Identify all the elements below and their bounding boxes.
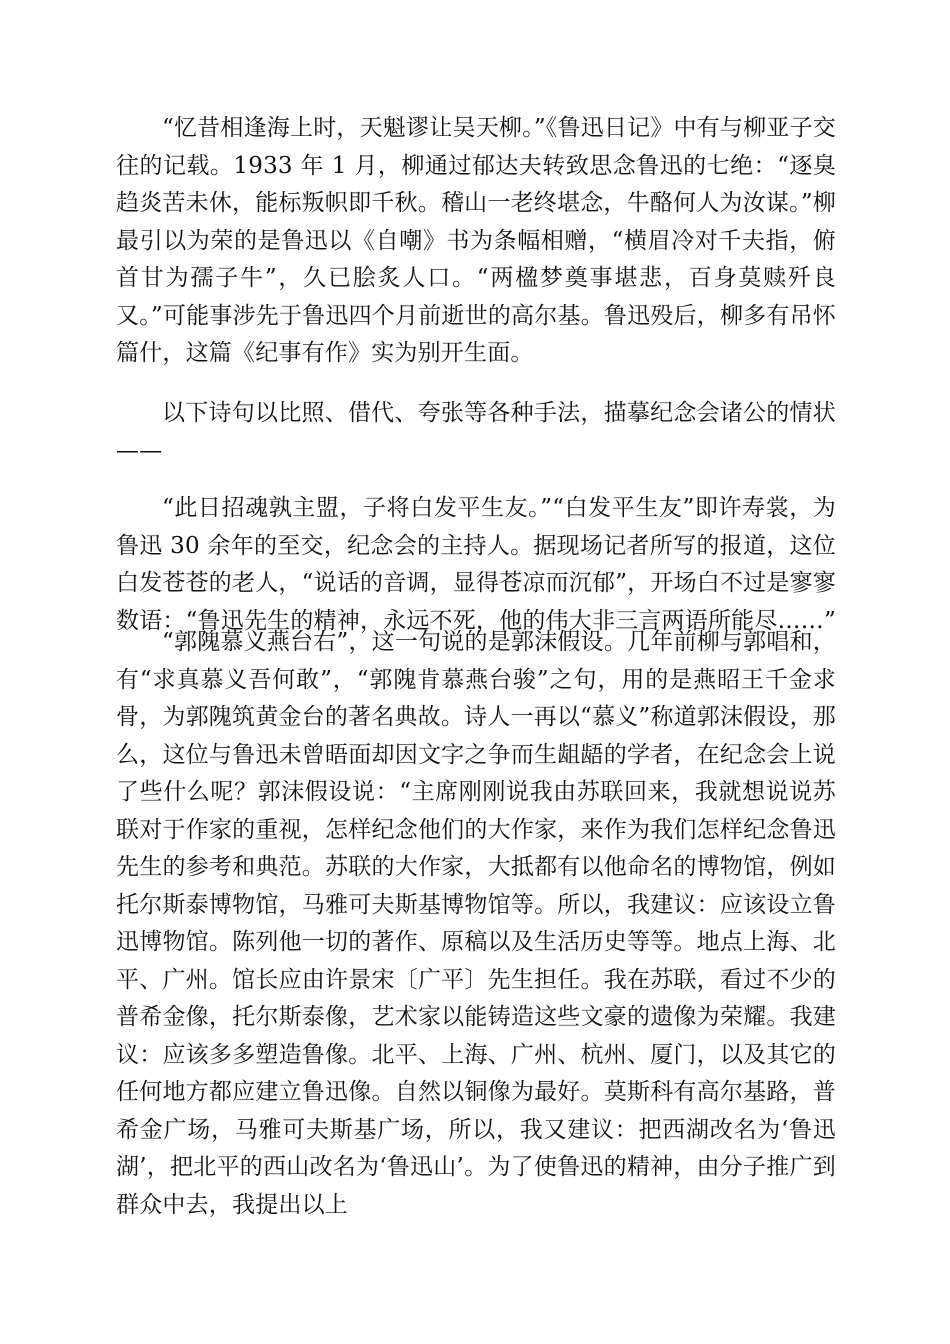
paragraph-guo-moruo: “郭隗慕义燕台右”，这一句说的是郭沫假设。几年前柳与郭唱和，有“求真慕义吾何敢”，“郭隗肯慕燕台骏”之句，用的是燕昭王千金求骨，为郭隗筑黄金台的著名典故。诗人一再以“慕义”称道郭沫假设，那么，这位与鲁迅未曾晤面却因文字之争而生龃龉的学者，在纪念会上说了些什么呢？郭沫假设说：“主席刚刚说我由苏联回来，我就想说说苏联对于作家的重视，怎样纪念他们的大作家，来作为我们怎样纪念鲁迅先生的参考和典范。苏联的大作家，大抵都有以他命名的博物馆，例如托尔斯泰博物馆，马雅可夫斯基博物馆等。所以，我建议：应该设立鲁迅博物馆。陈列他一切的著作、原稿以及生活历史等等。地点上海、北平、广州。馆长应由许景宋〔广平〕先生担任。我在苏联，看过不少的普希金像，托尔斯泰像，艺术家以能铸造这些文豪的遗像为荣耀。我建议：应该多多塑造鲁像。北平、上海、广州、杭州、厦门，以及其它的任何地方都应建立鲁迅像。自然以铜像为最好。莫斯科有高尔基路，普希金广场，马雅可夫斯基广场，所以，我又建议：把西湖改名为‘鲁迅湖’，把北平的西山改名为‘鲁迅山’。为了使鲁迅的精神，由分子推广到群众中去，我提出以上 (116, 629, 836, 1218)
paragraph-intro-lines: 以下诗句以比照、借代、夸张等各种手法，描摹纪念会诸公的情状—— (116, 400, 836, 464)
paragraph-liu-yazi: “忆昔相逢海上时，天魁谬让吴天柳。”《鲁迅日记》中有与柳亚子交往的记载。1933 年 1 月，柳通过郁达夫转致思念鲁迅的七绝：“逐臭趋炎苦未休，能标叛帜即千秋。稽山一老终堪念，牛酪何人为汝谋。”柳最引以为荣的是鲁迅以《自嘲》书为条幅相赠，“横眉冷对千夫指，俯首甘为孺子牛”，久已脍炙人口。“两楹梦奠事堪悲，百身莫赎歼良又。”可能事涉先于鲁迅四个月前逝世的高尔基。鲁迅殁后，柳多有吊怀篇什，这篇《纪事有作》实为别开生面。 (116, 115, 836, 366)
paragraph-xu-shoushang: “此日招魂孰主盟，子将白发平生友。”“白发平生友”即许寿裳，为鲁迅 30 余年的至交，纪念会的主持人。据现场记者所写的报道，这位白发苍苍的老人，“说话的音调，显得苍凉而沉郁”，开场白不过是寥寥数语：“鲁迅先生的精神，永远不死，他的伟大非三言两语所能尽……” (116, 495, 836, 634)
